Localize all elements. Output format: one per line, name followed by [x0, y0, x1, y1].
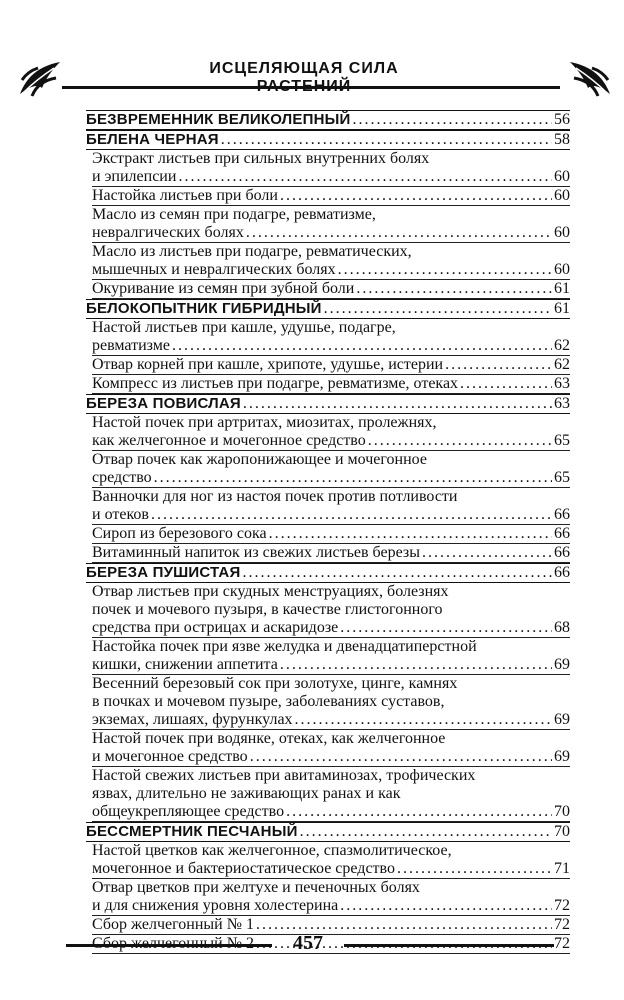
toc-entry-text-line: Сбор желчегонный № 1 — [92, 916, 254, 933]
toc-entry-text-line: мочегонное и бактериостатическое средство — [92, 860, 395, 877]
toc-entry-text-line: экземах, лишаях, фурункулах — [92, 711, 293, 728]
toc-page-number: 70 — [554, 823, 570, 840]
toc-entry-text-line: и эпилепсии — [92, 168, 177, 185]
toc-page-number: 65 — [554, 432, 570, 449]
toc-page-number: 69 — [554, 748, 570, 765]
toc-entry-final-line — [92, 356, 570, 374]
toc-entry-text-line: общеукрепляющее средство — [92, 803, 285, 820]
toc-section-title: БЕЛОКОПЫТНИК ГИБРИДНЫЙ — [86, 300, 322, 317]
toc-page-number: 62 — [554, 337, 570, 354]
toc-page-number: 66 — [554, 544, 570, 561]
toc-page-number: 68 — [554, 619, 570, 636]
toc-entry-final-line — [92, 656, 570, 674]
toc-entry-final-line — [92, 803, 570, 821]
dot-leader — [353, 111, 553, 129]
toc-entry-final-line — [92, 261, 570, 279]
toc-entry-text-line: Компресс из листьев при подагре, ревматизме, отеках — [92, 375, 459, 392]
toc-subentry — [92, 187, 570, 206]
dot-leader — [243, 395, 552, 413]
toc-entry-final-line — [92, 525, 570, 543]
toc-entry-final-line — [92, 337, 570, 355]
toc-subentry — [92, 206, 570, 243]
toc-entry-text-line: Настойка листьев при боли — [92, 187, 278, 204]
dot-leader — [286, 803, 552, 821]
toc-subentry — [92, 879, 570, 916]
toc-entry-final-line — [92, 897, 570, 915]
dot-leader — [280, 656, 552, 674]
toc-entry-text-line: кишки, снижении аппетита — [92, 656, 278, 673]
toc-entry-final-line — [92, 187, 570, 205]
toc-entry-final-line — [92, 506, 570, 524]
dot-leader — [172, 337, 552, 355]
dot-leader — [221, 131, 552, 149]
toc-page-number: 69 — [554, 656, 570, 673]
page-footer — [0, 928, 624, 968]
dot-leader — [422, 544, 552, 562]
toc-entry-final-line — [92, 280, 570, 298]
toc-subentry — [92, 488, 570, 525]
toc-entry-text-line: ревматизме — [92, 337, 170, 354]
toc-page-number: 62 — [554, 356, 570, 373]
toc-page-number: 60 — [554, 187, 570, 204]
toc-entry-text-line: и отеков — [92, 506, 149, 523]
toc-section-entry — [86, 563, 570, 583]
toc-entry-text-line: средство — [92, 469, 152, 486]
toc-section-title: БЕРЕЗА ПУШИСТАЯ — [86, 564, 241, 581]
toc-entry-text-line: язвах, длительно не заживающих ранах и как — [92, 785, 401, 802]
toc-entry-text-line: средства при острицах и аскаридозе — [92, 619, 339, 636]
toc-entry-text-line: Отвар листьев при скудных менструациях, болезнях — [92, 583, 449, 600]
toc-entry-text-line: и для снижения уровня холестерина — [92, 897, 339, 914]
dot-leader — [295, 711, 552, 729]
dot-leader — [154, 469, 552, 487]
toc-page-number: 69 — [554, 711, 570, 728]
toc-page-number: 60 — [554, 168, 570, 185]
dot-leader — [269, 525, 552, 543]
toc-entry-text-line: как желчегонное и мочегонное средство — [92, 432, 366, 449]
dot-leader — [460, 375, 552, 393]
toc-entry-text-line: Отвар почек как жаропонижающее и мочегонное — [92, 451, 427, 468]
toc-entry-final-line — [92, 224, 570, 242]
dot-leader — [356, 280, 552, 298]
toc-entry-text-line: невралгических болях — [92, 224, 244, 241]
toc-subentry — [92, 243, 570, 280]
toc-page-number: 63 — [554, 375, 570, 392]
toc-page-number: 61 — [554, 280, 570, 297]
toc-subentry — [92, 675, 570, 730]
toc-entry-text-line: Масло из листьев при подагре, ревматических, — [92, 243, 412, 260]
dot-leader — [338, 261, 552, 279]
toc-entry-text-line: в почках и мочевом пузыре, заболеваниях суставов, — [92, 693, 445, 710]
dot-leader — [280, 187, 552, 205]
dot-leader — [246, 224, 552, 242]
toc-subentry — [92, 356, 570, 375]
page-header — [0, 0, 624, 110]
toc-page-number: 61 — [554, 300, 570, 317]
toc-entry-text-line: Настой листьев при кашле, удушье, подагре, — [92, 319, 396, 336]
toc-section-title: БЕССМЕРТНИК ПЕСЧАНЫЙ — [86, 823, 298, 840]
toc-entry-text-line: Настой почек при артритах, миозитах, пролежнях, — [92, 414, 437, 431]
toc-subentry — [92, 583, 570, 638]
dot-leader — [151, 506, 552, 524]
dot-leader — [178, 168, 552, 186]
toc-page-number: 71 — [554, 860, 570, 877]
toc-entry-final-line — [86, 111, 570, 129]
toc-entry-final-line — [92, 748, 570, 766]
toc-page-number: 66 — [554, 564, 570, 581]
toc-section-title: БЕРЕЗА ПОВИСЛАЯ — [86, 395, 241, 412]
toc-entry-final-line — [86, 823, 570, 841]
toc-entry-text-line: Настойка почек при язве желудка и двенадцатиперстной — [92, 638, 477, 655]
toc-page-number: 65 — [554, 469, 570, 486]
toc-subentry — [92, 544, 570, 563]
leaf-ornament-icon — [16, 58, 64, 98]
dot-leader — [300, 823, 552, 841]
toc-section-entry — [86, 110, 570, 130]
toc-entry-text-line: Витаминный напиток из свежих листьев березы — [92, 544, 420, 561]
toc-page-number: 58 — [554, 131, 570, 148]
toc-entry-text-line: и мочегонное средство — [92, 748, 248, 765]
toc-subentry — [92, 638, 570, 675]
dot-leader — [368, 432, 552, 450]
toc-entry-final-line — [86, 564, 570, 582]
toc-subentry — [92, 525, 570, 544]
toc-entry-final-line — [92, 375, 570, 393]
toc-page-number: 63 — [554, 395, 570, 412]
toc-entry-final-line — [92, 619, 570, 637]
toc-page-number: 72 — [554, 897, 570, 914]
toc-subentry — [92, 730, 570, 767]
toc-page-number: 60 — [554, 224, 570, 241]
toc-subentry — [92, 150, 570, 187]
toc-subentry — [92, 319, 570, 356]
toc-entry-text-line: почек и мочевого пузыря, в качестве глистогонного — [92, 601, 443, 618]
toc-subentry — [92, 842, 570, 879]
toc-entry-text-line: Масло из семян при подагре, ревматизме, — [92, 206, 376, 223]
toc-entry-text-line: Отвар корней при кашле, хрипоте, удушье, истерии — [92, 356, 444, 373]
toc-section-title: БЕЗВРЕМЕННИК ВЕЛИКОЛЕПНЫЙ — [86, 111, 351, 128]
toc-entry-final-line — [92, 432, 570, 450]
toc-entry-final-line — [92, 711, 570, 729]
toc-page-number: 56 — [554, 111, 570, 128]
toc-entry-text-line: Ванночки для ног из настоя почек против потливости — [92, 488, 458, 505]
dot-leader — [250, 748, 552, 766]
toc-entry-text-line: Настой почек при водянке, отеках, как желчегонное — [92, 730, 446, 747]
leaf-ornament-icon — [566, 58, 614, 98]
toc-page-number: 66 — [554, 506, 570, 523]
toc-entry-final-line — [86, 300, 570, 318]
toc-section-entry — [86, 822, 570, 842]
dot-leader — [242, 564, 552, 582]
toc-entry-final-line — [92, 469, 570, 487]
toc-entry-text-line: Отвар цветков при желтухе и печеночных болях — [92, 879, 420, 896]
running-header-title: ИСЦЕЛЯЮЩАЯ СИЛА — [209, 60, 399, 77]
footer-rule-right — [344, 944, 554, 947]
toc-page-number: 72 — [554, 916, 570, 933]
toc-entry-final-line — [92, 860, 570, 878]
dot-leader — [340, 619, 552, 637]
toc-entry-text-line: Экстракт листьев при сильных внутренних болях — [92, 150, 430, 167]
table-of-contents — [86, 110, 570, 954]
toc-entry-final-line — [86, 395, 570, 413]
toc-section-title: БЕЛЕНА ЧЕРНАЯ — [86, 131, 219, 148]
toc-subentry — [92, 375, 570, 394]
toc-section-entry — [86, 394, 570, 414]
toc-entry-text-line: Сироп из березового сока — [92, 525, 267, 542]
toc-page-number: 66 — [554, 525, 570, 542]
dot-leader — [397, 860, 552, 878]
toc-subentry — [92, 414, 570, 451]
toc-entry-text-line: Весенний березовый сок при золотухе, цинге, камнях — [92, 675, 458, 692]
toc-entry-final-line — [92, 544, 570, 562]
toc-section-entry — [86, 299, 570, 319]
dot-leader — [445, 356, 552, 374]
toc-entry-final-line — [86, 131, 570, 149]
dot-leader — [340, 897, 552, 915]
toc-page-number: 60 — [554, 261, 570, 278]
toc-page-number: 72 — [554, 935, 570, 952]
toc-entry-text-line: мышечных и невралгических болях — [92, 261, 336, 278]
toc-page-number: 70 — [554, 803, 570, 820]
dot-leader — [324, 300, 552, 318]
toc-entry-text-line: Окуривание из семян при зубной боли — [92, 280, 355, 297]
toc-entry-final-line — [92, 168, 570, 186]
toc-subentry — [92, 280, 570, 299]
toc-section-entry — [86, 130, 570, 150]
toc-entry-text-line: Настой цветков как желчегонное, спазмолитическое, — [92, 842, 452, 859]
page-number: 457 — [293, 932, 323, 954]
toc-entry-text-line: Настой свежих листьев при авитаминозах, трофических — [92, 767, 476, 784]
header-rule — [62, 86, 560, 89]
toc-subentry — [92, 767, 570, 822]
toc-subentry — [92, 451, 570, 488]
footer-rule-left — [66, 944, 272, 947]
